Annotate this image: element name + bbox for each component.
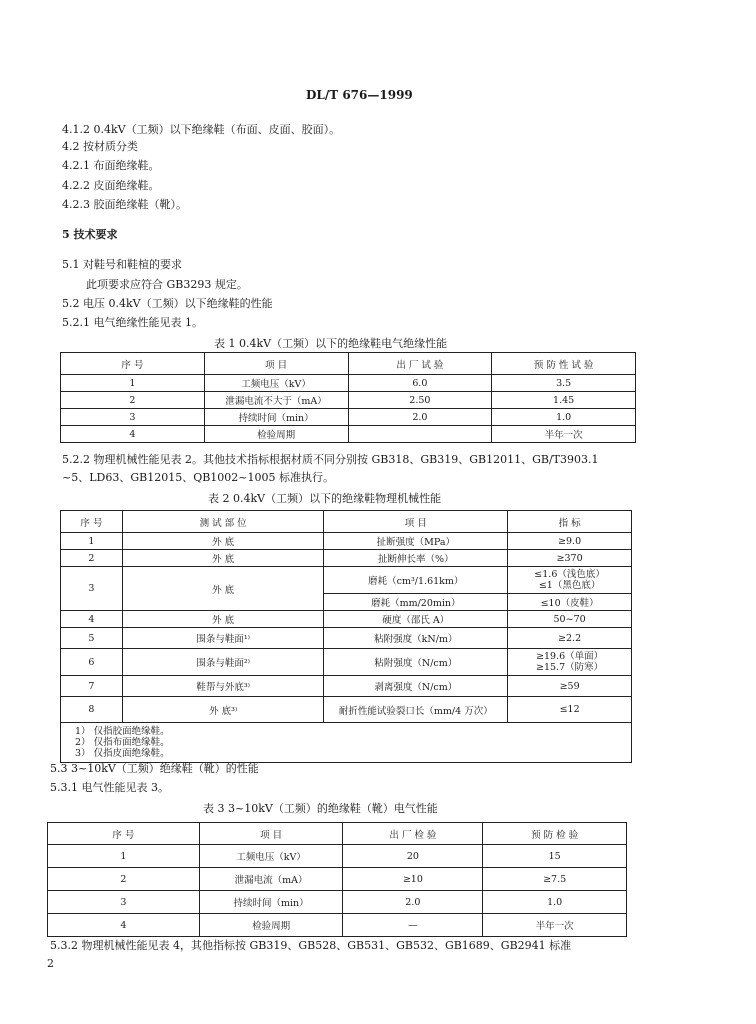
clause-4-2-1: 4.2.1 布面绝缘鞋。 bbox=[62, 159, 160, 172]
table-cell: 持续时间（min） bbox=[199, 891, 343, 914]
table-cell: 4 bbox=[61, 611, 123, 628]
table-cell: 围条与鞋面²⁾ bbox=[122, 649, 324, 676]
clause-5-2: 5.2 电压 0.4kV（工频）以下绝缘鞋的性能 bbox=[62, 297, 273, 310]
table-cell: 1 bbox=[61, 375, 205, 392]
table-row bbox=[61, 697, 632, 723]
table-row bbox=[61, 392, 636, 409]
clause-4-2-2: 4.2.2 皮面绝缘鞋。 bbox=[62, 179, 160, 192]
table-cell: ≥9.0 bbox=[508, 533, 632, 550]
table-cell: 2 bbox=[61, 550, 123, 567]
table-cell: 1.45 bbox=[492, 392, 636, 409]
table-cell: 粘附强度（N/cm） bbox=[324, 649, 508, 676]
footnote-1: 1） 仅指胶面绝缘鞋。 bbox=[75, 726, 170, 737]
table-cell: 3 bbox=[48, 891, 200, 914]
table3 bbox=[47, 822, 627, 937]
table-cell: ≥370 bbox=[508, 550, 632, 567]
table-row bbox=[61, 676, 632, 697]
clause-4-2-3: 4.2.3 胶面绝缘鞋（靴）。 bbox=[62, 198, 187, 211]
table-row bbox=[61, 567, 632, 594]
table-cell: 外 底 bbox=[122, 567, 324, 611]
table3-header-row bbox=[48, 823, 627, 845]
table-row bbox=[61, 611, 632, 628]
table2-header-cell: 序 号 bbox=[61, 511, 123, 533]
standard-code-header: DL/T 676—1999 bbox=[306, 88, 413, 102]
table-cell: 2 bbox=[61, 392, 205, 409]
table-row bbox=[61, 628, 632, 649]
page-number: 2 bbox=[47, 957, 54, 970]
clause-5-1: 5.1 对鞋号和鞋楦的要求 bbox=[62, 258, 182, 271]
table-cell: ≥10 bbox=[343, 868, 483, 891]
table-row bbox=[48, 914, 627, 937]
table-cell: 工频电压（kV） bbox=[199, 845, 343, 868]
table-cell: 2.50 bbox=[348, 392, 492, 409]
table-cell: 2 bbox=[48, 868, 200, 891]
table-cell: 泄漏电流不大于（mA） bbox=[204, 392, 348, 409]
table2-header-cell: 指 标 bbox=[508, 511, 632, 533]
table-cell: 工频电压（kV） bbox=[204, 375, 348, 392]
table2-footnote-row bbox=[61, 723, 632, 763]
table-cell: 检验周期 bbox=[199, 914, 343, 937]
clause-5-2-2-cont: ~5、LD63、GB12015、QB1002~1005 标准执行。 bbox=[62, 471, 335, 484]
table-cell: 1.0 bbox=[492, 409, 636, 426]
table2-footnotes bbox=[61, 723, 632, 763]
table-cell: 6.0 bbox=[348, 375, 492, 392]
clause-4-2: 4.2 按材质分类 bbox=[62, 140, 138, 153]
table1-header-cell: 出 厂 试 验 bbox=[348, 353, 492, 375]
table2-header-cell: 测 试 部 位 bbox=[122, 511, 324, 533]
table3-header-cell: 出 厂 检 验 bbox=[343, 823, 483, 845]
table-cell: 5 bbox=[61, 628, 123, 649]
table-cell: 8 bbox=[61, 697, 123, 723]
table-cell: — bbox=[343, 914, 483, 937]
table-cell: 2.0 bbox=[343, 891, 483, 914]
table2-header-row bbox=[61, 511, 632, 533]
table-cell: 半年一次 bbox=[492, 426, 636, 443]
table-cell: 耐折性能试验裂口长（mm/4 万次） bbox=[324, 697, 508, 723]
table-cell: 外 底³⁾ bbox=[122, 697, 324, 723]
table-cell: 外 底 bbox=[122, 550, 324, 567]
table-cell: 外 底 bbox=[122, 611, 324, 628]
clause-5-3-2: 5.3.2 物理机械性能见表 4，其他指标按 GB319、GB528、GB531、GB532、GB1689、GB2941 标准 bbox=[50, 939, 572, 952]
table-cell: 外 底 bbox=[122, 533, 324, 550]
section-5-heading: 5 技术要求 bbox=[62, 228, 118, 241]
table1-caption: 表 1 0.4kV（工频）以下的绝缘鞋电气绝缘性能 bbox=[214, 337, 448, 350]
table-row bbox=[61, 649, 632, 676]
table-row bbox=[48, 845, 627, 868]
table-cell: 4 bbox=[48, 914, 200, 937]
table-row bbox=[48, 891, 627, 914]
table-row bbox=[48, 868, 627, 891]
table-cell bbox=[508, 567, 632, 594]
table3-header-cell: 序 号 bbox=[48, 823, 200, 845]
table-cell: 鞋帮与外底³⁾ bbox=[122, 676, 324, 697]
table-cell: 扯断伸长率（%） bbox=[324, 550, 508, 567]
table-cell: ≥2.2 bbox=[508, 628, 632, 649]
clause-4-1-2: 4.1.2 0.4kV（工频）以下绝缘鞋（布面、皮面、胶面）。 bbox=[62, 123, 341, 136]
table1-header-cell: 序 号 bbox=[61, 353, 205, 375]
table-cell: 检验周期 bbox=[204, 426, 348, 443]
table-cell bbox=[348, 426, 492, 443]
table-cell: 扯断强度（MPa） bbox=[324, 533, 508, 550]
table-cell: ≥7.5 bbox=[483, 868, 627, 891]
table2 bbox=[60, 510, 632, 763]
clause-5-1-text: 此项要求应符合 GB3293 规定。 bbox=[86, 278, 248, 291]
table-cell: 粘附强度（kN/m） bbox=[324, 628, 508, 649]
table1-header-row bbox=[61, 353, 636, 375]
table-cell: 1 bbox=[48, 845, 200, 868]
table-cell: 50~70 bbox=[508, 611, 632, 628]
table-cell: 1.0 bbox=[483, 891, 627, 914]
table-cell: 持续时间（min） bbox=[204, 409, 348, 426]
table-cell: 磨耗（cm³/1.61km） bbox=[324, 567, 508, 594]
footnote-3: 3） 仅指皮面绝缘鞋。 bbox=[75, 748, 170, 759]
table-cell: 3 bbox=[61, 567, 123, 611]
clause-5-2-1: 5.2.1 电气绝缘性能见表 1。 bbox=[62, 316, 203, 329]
table-cell: 剥离强度（N/cm） bbox=[324, 676, 508, 697]
table-cell: 20 bbox=[343, 845, 483, 868]
table-cell: 泄漏电流（mA） bbox=[199, 868, 343, 891]
table-cell: 6 bbox=[61, 649, 123, 676]
index-light-sole: ≤1.6（浅色底） bbox=[534, 569, 605, 580]
index-single-face: ≥19.6（单面） bbox=[536, 651, 604, 662]
table-cell: 4 bbox=[61, 426, 205, 443]
table3-caption: 表 3 3~10kV（工频）的绝缘鞋（靴）电气性能 bbox=[203, 802, 438, 815]
table-cell: 围条与鞋面¹⁾ bbox=[122, 628, 324, 649]
clause-5-3-1: 5.3.1 电气性能见表 3。 bbox=[50, 781, 169, 794]
table-row bbox=[61, 375, 636, 392]
table-row bbox=[61, 409, 636, 426]
table-cell: 磨耗（mm/20min） bbox=[324, 594, 508, 611]
table-cell: 3.5 bbox=[492, 375, 636, 392]
table-cell: 7 bbox=[61, 676, 123, 697]
clause-5-3: 5.3 3~10kV（工频）绝缘鞋（靴）的性能 bbox=[50, 762, 259, 775]
table-cell: 1 bbox=[61, 533, 123, 550]
table-cell: 3 bbox=[61, 409, 205, 426]
table-row bbox=[61, 550, 632, 567]
table-cell: 15 bbox=[483, 845, 627, 868]
index-black-sole: ≤1（黑色底） bbox=[538, 580, 601, 591]
table-row bbox=[61, 533, 632, 550]
table-cell: ≥59 bbox=[508, 676, 632, 697]
table-cell: ≤12 bbox=[508, 697, 632, 723]
table-cell bbox=[508, 649, 632, 676]
table3-header-cell: 项 目 bbox=[199, 823, 343, 845]
footnote-2: 2） 仅指布面绝缘鞋。 bbox=[75, 737, 170, 748]
table-cell: 半年一次 bbox=[483, 914, 627, 937]
index-cold-proof: ≥15.7（防寒） bbox=[536, 662, 604, 673]
table-cell: ≤10（皮鞋） bbox=[508, 594, 632, 611]
table3-header-cell: 预 防 检 验 bbox=[483, 823, 627, 845]
table-cell: 2.0 bbox=[348, 409, 492, 426]
table1-header-cell: 预 防 性 试 验 bbox=[492, 353, 636, 375]
table-cell: 硬度（邵氏 A） bbox=[324, 611, 508, 628]
table2-caption: 表 2 0.4kV（工频）以下的绝缘鞋物理机械性能 bbox=[208, 492, 442, 505]
table1-header-cell: 项 目 bbox=[204, 353, 348, 375]
table1 bbox=[60, 352, 636, 443]
clause-5-2-2: 5.2.2 物理机械性能见表 2。其他技术指标根据材质不同分别按 GB318、GB319、GB12011、GB/T3903.1 bbox=[62, 453, 599, 466]
table2-header-cell: 项 目 bbox=[324, 511, 508, 533]
table-row bbox=[61, 426, 636, 443]
